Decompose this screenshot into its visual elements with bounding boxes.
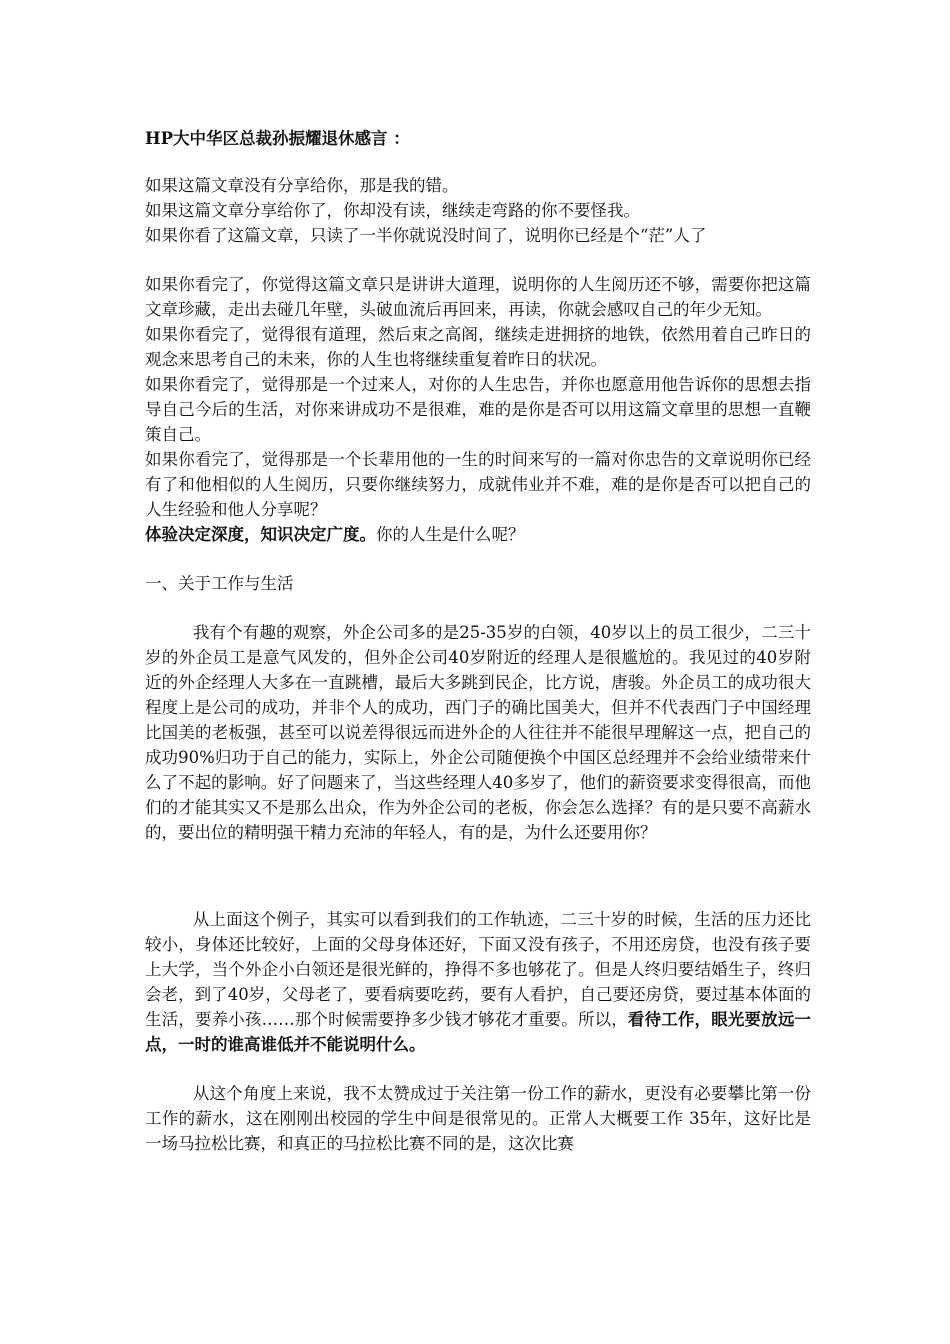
body-paragraph-2	[145, 907, 811, 1057]
motto-rest: 你的人生是什么呢？	[376, 525, 525, 544]
body-paragraph-2-text: 从上面这个例子，其实可以看到我们的工作轨迹，二三十岁的时候，生活的压力还比较小，身体还比较好，上面的父母身体还好，下面又没有孩子，不用还房贷，也没有孩子要上大学，当个外企小白领还是很光鲜的，挣得不多也够花了。但是人终归要结婚生子，终归会老，到了40岁，父母老了，要看病要吃药，要有人看护，自己要还房贷，要过基本体面的生活，要养小孩……那个时候需要挣多少钱才够花才重要。所以，	[145, 910, 811, 1029]
document-title: HP大中华区总裁孙振耀退休感言 ：	[145, 129, 410, 148]
body-paragraph-3: 从这个角度上来说，我不太赞成过于关注第一份工作的薪水，更没有必要攀比第一份工作的薪水，这在刚刚出校园的学生中间是很常见的。正常人大概要工作 35年，这好比是一场马拉松比赛，和真正的马拉松比赛不同的是，这次比赛	[145, 1084, 811, 1153]
body-paragraph-2-bold: 看待工作，眼光要放远一点，一时的谁高谁低并不能说明什么。	[145, 1010, 812, 1054]
paragraph: 如果你看完了，觉得很有道理，然后束之高阁，继续走进拥挤的地铁，依然用着自己昨日的观念来思考自己的未来，你的人生也将继续重复着昨日的状况。	[145, 325, 811, 369]
motto-line	[145, 522, 811, 547]
body-paragraph-1: 我有个有趣的观察，外企公司多的是25-35岁的白领，40岁以上的员工很少，二三十岁的外企员工是意气风发的，但外企公司40岁附近的经理人是很尴尬的。我见过的40岁附近的外企经理人大多在一直跳槽，最后大多跳到民企，比方说，唐骏。外企员工的成功很大程度上是公司的成功，并非个人的成功，西门子的确比国美大，但并不代表西门子中国经理比国美的老板强，甚至可以说差得很远而进外企的人往往并不能很早理解这一点，把自己的成功90%归功于自己的能力，实际上，外企公司随便换个中国区总经理并不会给业绩带来什么了不起的影响。好了问题来了，当这些经理人40多岁了，他们的薪资要求变得很高，而他们的才能其实又不是那么出众，作为外企公司的老板，你会怎么选择？有的是只要不高薪水的，要出位的精明强干精力充沛的年轻人，有的是，为什么还要用你？	[145, 623, 811, 842]
document-page	[145, 126, 811, 1156]
section-heading: 一、关于工作与生活	[145, 574, 294, 593]
intro-line: 如果这篇文章分享给你了，你却没有读，继续走弯路的你不要怪我。	[145, 201, 640, 220]
paragraph: 如果你看完了，觉得那是一个过来人，对你的人生忠告，并你也愿意用他告诉你的思想去指导自己今后的生活，对你来讲成功不是很难，难的是你是否可以用这篇文章里的思想一直鞭策自己。	[145, 375, 811, 444]
paragraph: 如果你看完了，觉得那是一个长辈用他的一生的时间来写的一篇对你忠告的文章说明你已经有了和他相似的人生阅历，只要你继续努力，成就伟业并不难，难的是你是否可以把自己的人生经验和他人分享呢？	[145, 450, 811, 519]
motto-bold: 体验决定深度，知识决定广度。	[145, 525, 376, 544]
paragraph: 如果你看完了，你觉得这篇文章只是讲讲大道理，说明你的人生阅历还不够，需要你把这篇文章珍藏，走出去碰几年壁，头破血流后再回来，再读，你就会感叹自己的年少无知。	[145, 275, 811, 319]
intro-line: 如果这篇文章没有分享给你，那是我的错。	[145, 176, 459, 195]
intro-line: 如果你看了这篇文章，只读了一半你就说没时间了，说明你已经是个“茫”人了	[145, 226, 707, 245]
